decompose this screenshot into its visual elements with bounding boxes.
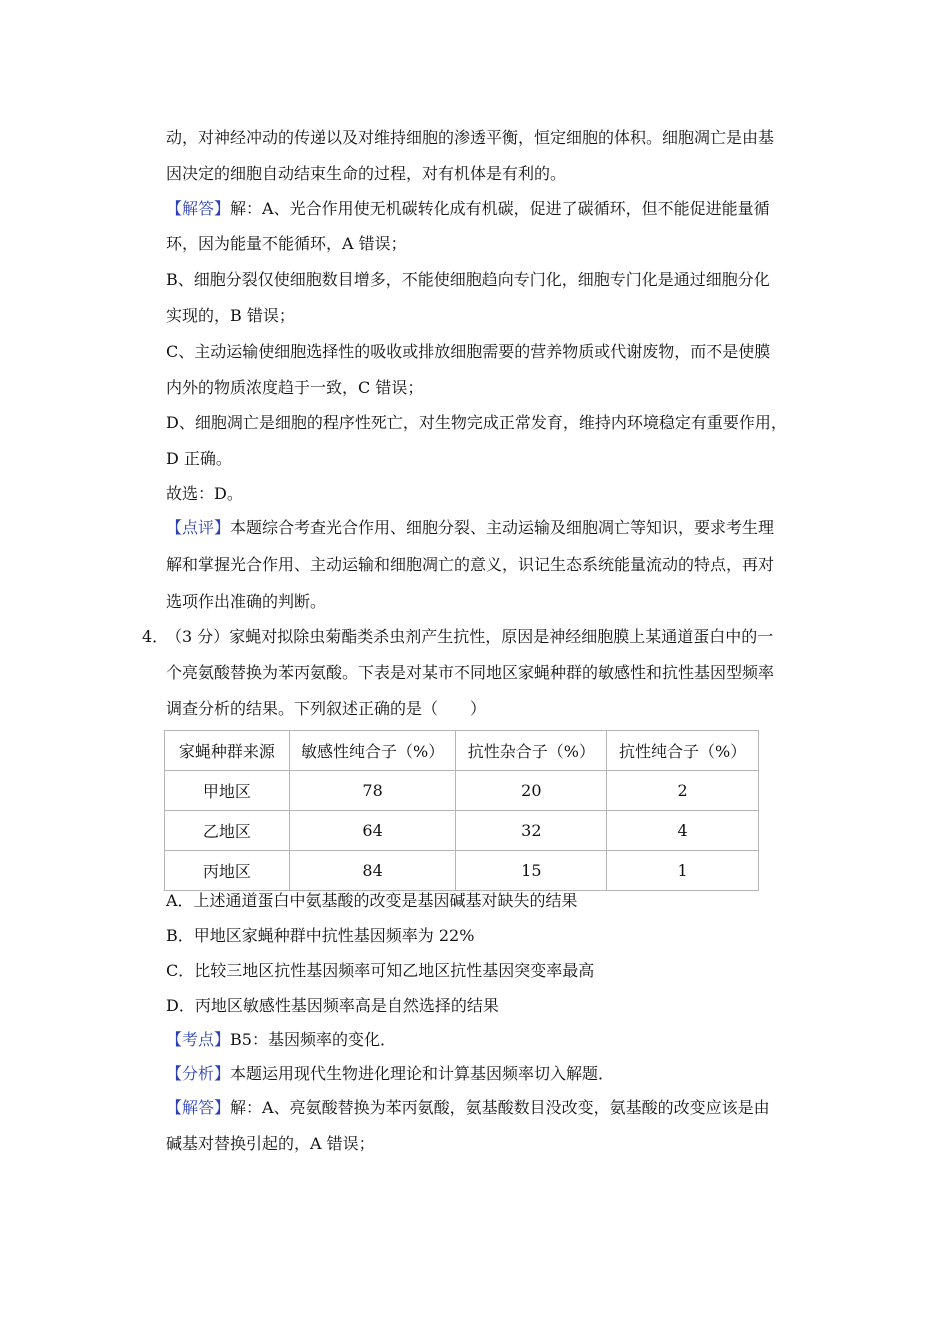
q3-answer-c-line-2: 内外的物质浓度趋于一致，C 错误；: [166, 378, 424, 397]
q4-stem-line-3: 调查分析的结果。下列叙述正确的是（ ）: [166, 699, 487, 718]
table-row: [165, 771, 759, 811]
table-cell: 15: [456, 851, 607, 891]
q3-answer-d-line-2: D 正确。: [166, 449, 232, 468]
review-tag: 【点评】: [166, 518, 231, 537]
table-header-cell: 敏感性纯合子（%）: [289, 731, 456, 771]
table-cell: 32: [456, 811, 607, 851]
q3-answer-b-line-1: B、细胞分裂仅使细胞数目增多，不能使细胞趋向专门化，细胞专门化是通过细胞分化: [166, 270, 770, 289]
q3-answer-b-line-2: 实现的，B 错误；: [166, 306, 295, 325]
q3-answer-d-line-1: D、细胞凋亡是细胞的程序性死亡，对生物完成正常发育，维持内环境稳定有重要作用，: [166, 413, 787, 432]
q4-stem-line-2: 个亮氨酸替换为苯丙氨酸。下表是对某市不同地区家蝇种群的敏感性和抗性基因型频率: [166, 663, 775, 682]
option-d: D．丙地区敏感性基因频率高是自然选择的结果: [166, 996, 499, 1015]
analysis-tail-line-2: 因决定的细胞自动结束生命的过程，对有机体是有利的。: [166, 164, 567, 183]
table-header-cell: 抗性杂合子（%）: [456, 731, 607, 771]
answer-text: 解：A、亮氨酸替换为苯丙氨酸，氨基酸数目没改变，氨基酸的改变应该是由: [230, 1098, 770, 1117]
table-cell: 84: [289, 851, 456, 891]
answer-tag: 【解答】: [166, 199, 231, 218]
q4-answer-line-2: 碱基对替换引起的，A 错误；: [166, 1134, 375, 1153]
q3-answer-line-1: [166, 199, 770, 219]
table-cell: 78: [289, 771, 456, 811]
q4-stem-line-1: （3 分）家蝇对拟除虫菊酯类杀虫剂产生抗性，原因是神经细胞膜上某通道蛋白中的一: [166, 627, 774, 646]
q4-answer-line-1: [166, 1098, 770, 1118]
q3-answer-choice: 故选：D。: [166, 484, 243, 503]
table-row: [165, 811, 759, 851]
option-a: A．上述通道蛋白中氨基酸的改变是基因碱基对缺失的结果: [166, 891, 578, 910]
q3-answer-line-2: 环，因为能量不能循环，A 错误；: [166, 234, 407, 253]
table-row: [165, 851, 759, 891]
frequency-table: [164, 730, 759, 891]
table-header-row: [165, 731, 759, 771]
fenxi-text: 本题运用现代生物进化理论和计算基因频率切入解题．: [230, 1064, 615, 1083]
review-text: 本题综合考查光合作用、细胞分裂、主动运输及细胞凋亡等知识，要求考生理: [230, 518, 775, 537]
table-cell: 甲地区: [165, 771, 290, 811]
table-header-cell: 家蝇种群来源: [165, 731, 290, 771]
table-cell: 64: [289, 811, 456, 851]
fenxi-line: [166, 1064, 614, 1084]
table-cell: 丙地区: [165, 851, 290, 891]
q3-review-line-3: 选项作出准确的判断。: [166, 592, 327, 611]
option-b: B．甲地区家蝇种群中抗性基因频率为 22%: [166, 926, 475, 945]
analysis-tail-line-1: 动，对神经冲动的传递以及对维持细胞的渗透平衡，恒定细胞的体积。细胞凋亡是由基: [166, 128, 775, 147]
option-c: C．比较三地区抗性基因频率可知乙地区抗性基因突变率最高: [166, 961, 595, 980]
kaodian-line: [166, 1030, 396, 1050]
q3-review-line-1: [166, 518, 774, 538]
fenxi-tag: 【分析】: [166, 1064, 231, 1083]
table-cell: 1: [607, 851, 759, 891]
table-cell: 20: [456, 771, 607, 811]
table-cell: 2: [607, 771, 759, 811]
kaodian-text: B5：基因频率的变化．: [230, 1030, 396, 1049]
question-number: 4．: [142, 627, 169, 646]
table-header-cell: 抗性纯合子（%）: [607, 731, 759, 771]
table-cell: 4: [607, 811, 759, 851]
q3-answer-c-line-1: C、主动运输使细胞选择性的吸收或排放细胞需要的营养物质或代谢废物，而不是使膜: [166, 342, 771, 361]
answer-text: 解：A、光合作用使无机碳转化成有机碳，促进了碳循环，但不能促进能量循: [230, 199, 770, 218]
q3-review-line-2: 解和掌握光合作用、主动运输和细胞凋亡的意义，识记生态系统能量流动的特点，再对: [166, 555, 775, 574]
answer-tag: 【解答】: [166, 1098, 231, 1117]
table-cell: 乙地区: [165, 811, 290, 851]
kaodian-tag: 【考点】: [166, 1030, 231, 1049]
